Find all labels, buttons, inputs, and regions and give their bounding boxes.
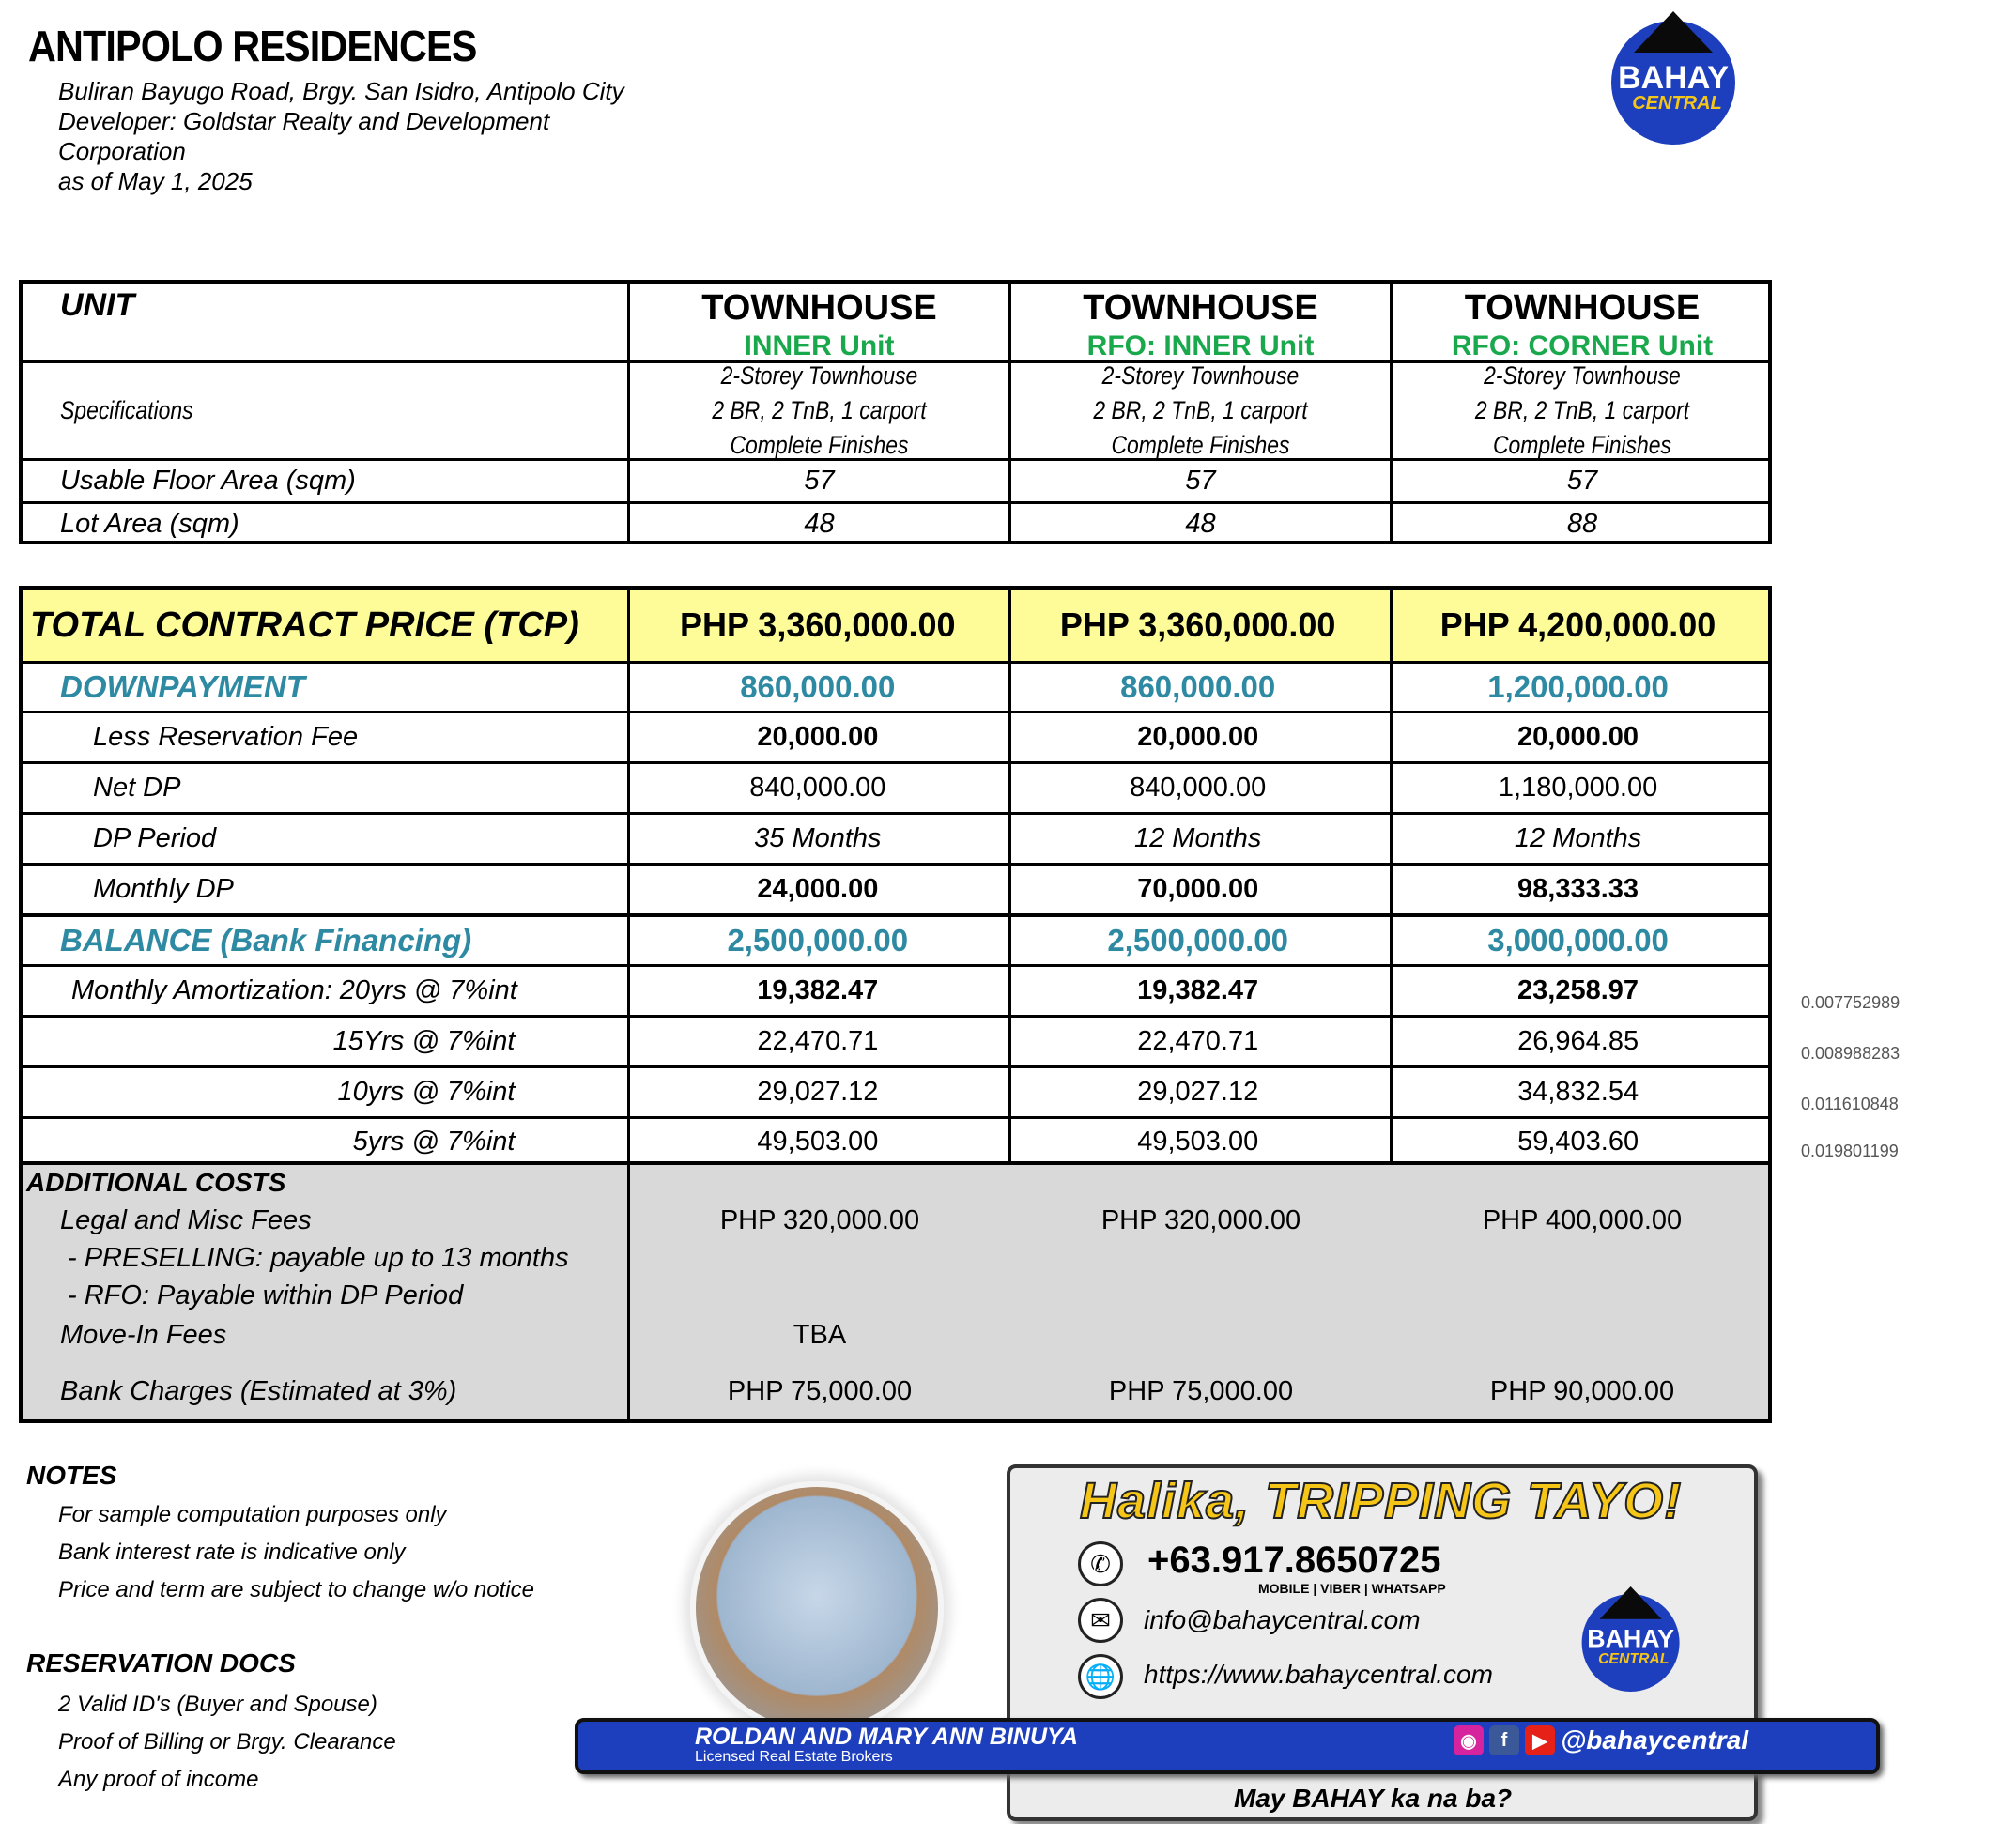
row-value: PHP 3,360,000.00 — [679, 605, 956, 644]
row-value: 1,180,000.00 — [1498, 773, 1658, 803]
phone-icon: ✆ — [1078, 1541, 1123, 1586]
reservation-docs-title: RESERVATION DOCS — [26, 1648, 296, 1678]
spec-line: 2 BR, 2 TnB, 1 carport — [712, 396, 927, 424]
row-value: 34,832.54 — [1517, 1077, 1639, 1107]
spec-cell-1 — [658, 363, 980, 458]
reservation-item: 2 Valid ID's (Buyer and Spouse) — [58, 1692, 377, 1717]
table-row-amort-5 — [23, 1119, 1768, 1164]
additional-costs-section — [23, 1164, 1768, 1419]
notes-title: NOTES — [26, 1461, 117, 1490]
row-value: 26,964.85 — [1517, 1026, 1639, 1056]
row-value: 29,027.12 — [1137, 1077, 1259, 1107]
side-number: 0.008988283 — [1801, 1044, 1901, 1063]
additional-costs-title: ADDITIONAL COSTS — [26, 1168, 286, 1197]
unit-type-2: TOWNHOUSE — [1083, 287, 1318, 328]
bank-charges-1: PHP 75,000.00 — [727, 1376, 913, 1406]
row-value: 2,500,000.00 — [727, 922, 909, 958]
spec-line: 2-Storey Townhouse — [1484, 361, 1681, 390]
spec-line: 2 BR, 2 TnB, 1 carport — [1093, 396, 1308, 424]
row-value: 49,503.00 — [1137, 1126, 1259, 1157]
floor-area-3: 57 — [1566, 466, 1598, 496]
page-title: ANTIPOLO RESIDENCES — [28, 22, 477, 70]
row-value: 70,000.00 — [1137, 874, 1259, 904]
bahay-central-logo-small — [1570, 1583, 1692, 1695]
row-label: BALANCE (Bank Financing) — [60, 922, 472, 958]
table-row-amort-15 — [23, 1018, 1768, 1065]
row-value: 1,200,000.00 — [1487, 669, 1669, 704]
floor-area-label: Usable Floor Area (sqm) — [60, 466, 356, 496]
preselling-note: - PRESELLING: payable up to 13 months — [68, 1243, 569, 1273]
instagram-icon[interactable]: ◉ — [1454, 1725, 1484, 1755]
unit-variant-3: RFO: CORNER Unit — [1451, 330, 1714, 361]
unit-label: UNIT — [60, 287, 135, 323]
developer-line-2: Corporation — [58, 137, 186, 165]
row-label: TOTAL CONTRACT PRICE (TCP) — [30, 605, 579, 645]
card-tagline: May BAHAY ka na ba? — [1234, 1784, 1513, 1813]
legal-fees-1: PHP 320,000.00 — [719, 1205, 920, 1235]
floor-area-2: 57 — [1185, 466, 1216, 496]
lot-area-1: 48 — [804, 509, 835, 539]
table-row-amort-10 — [23, 1068, 1768, 1116]
note-item: For sample computation purposes only — [58, 1502, 447, 1527]
row-value: 29,027.12 — [757, 1077, 879, 1107]
row-value: 12 Months — [1514, 823, 1642, 853]
bank-charges-3: PHP 90,000.00 — [1489, 1376, 1675, 1406]
spec-line: 2-Storey Townhouse — [720, 361, 918, 390]
spec-cell-2 — [1039, 363, 1362, 458]
move-in-fees-value: TBA — [793, 1320, 847, 1350]
logo-text-2: CENTRAL — [1598, 1651, 1670, 1667]
row-label: Monthly Amortization: 20yrs @ 7%int — [71, 975, 517, 1005]
lot-area-3: 88 — [1566, 509, 1598, 539]
logo-text-1: BAHAY — [1618, 60, 1729, 96]
table-row-dp-period — [23, 815, 1768, 863]
row-value: 840,000.00 — [749, 773, 886, 803]
lot-area-2: 48 — [1185, 509, 1216, 539]
spec-line: 2 BR, 2 TnB, 1 carport — [1474, 396, 1690, 424]
row-label: Less Reservation Fee — [93, 722, 359, 752]
row-label: Monthly DP — [93, 874, 234, 904]
row-value: 23,258.97 — [1517, 975, 1639, 1005]
reservation-item: Any proof of income — [58, 1767, 259, 1792]
row-value: 49,503.00 — [757, 1126, 879, 1157]
row-value: 19,382.47 — [1137, 975, 1259, 1005]
spec-cell-3 — [1421, 363, 1743, 458]
globe-icon: 🌐 — [1078, 1654, 1123, 1699]
unit-variant-1: INNER Unit — [744, 330, 895, 361]
note-item: Bank interest rate is indicative only — [58, 1540, 406, 1565]
website-link[interactable]: https://www.bahaycentral.com — [1144, 1660, 1493, 1689]
legal-fees-label: Legal and Misc Fees — [60, 1205, 312, 1235]
row-value: 24,000.00 — [757, 874, 879, 904]
side-number: 0.007752989 — [1801, 993, 1901, 1012]
row-value: 59,403.60 — [1517, 1126, 1639, 1157]
unit-type-1: TOWNHOUSE — [701, 287, 937, 328]
row-value: PHP 3,360,000.00 — [1059, 605, 1336, 644]
broker-role: Licensed Real Estate Brokers — [695, 1749, 893, 1765]
side-number: 0.011610848 — [1801, 1095, 1899, 1113]
row-value: 3,000,000.00 — [1487, 922, 1669, 958]
row-value: 860,000.00 — [740, 669, 896, 704]
spec-line: 2-Storey Townhouse — [1101, 361, 1300, 390]
unit-type-3: TOWNHOUSE — [1464, 287, 1701, 328]
table-row-reservation — [23, 713, 1768, 761]
spec-line: Complete Finishes — [1492, 431, 1672, 459]
broker-name: ROLDAN AND MARY ANN BINUYA — [695, 1724, 1078, 1750]
row-label: 15Yrs @ 7%int — [332, 1026, 516, 1056]
logo-text-2: CENTRAL — [1632, 93, 1722, 114]
table-row-downpayment — [23, 664, 1768, 711]
floor-area-1: 57 — [804, 466, 835, 496]
row-value: 22,470.71 — [1137, 1026, 1259, 1056]
row-value: 2,500,000.00 — [1107, 922, 1289, 958]
unit-table — [19, 280, 1772, 544]
social-handle-group[interactable] — [1454, 1725, 1748, 1755]
row-label: Net DP — [93, 773, 181, 803]
logo-text-1: BAHAY — [1587, 1624, 1674, 1653]
spec-label: Specifications — [60, 396, 193, 424]
row-value: 19,382.47 — [757, 975, 879, 1005]
email-link[interactable]: info@bahaycentral.com — [1144, 1605, 1421, 1634]
youtube-icon[interactable]: ▶ — [1525, 1725, 1555, 1755]
move-in-fees-label: Move-In Fees — [60, 1320, 227, 1350]
table-row-net-dp — [23, 764, 1768, 812]
table-row-tcp — [23, 590, 1768, 661]
price-table — [19, 586, 1772, 1423]
note-item: Price and term are subject to change w/o notice — [58, 1577, 534, 1602]
row-value: PHP 4,200,000.00 — [1439, 605, 1716, 644]
row-value: 20,000.00 — [1137, 722, 1259, 752]
bank-charges-label: Bank Charges (Estimated at 3%) — [60, 1376, 457, 1406]
spec-line: Complete Finishes — [1111, 431, 1290, 459]
row-value: 20,000.00 — [1517, 722, 1639, 752]
social-handle[interactable]: @bahaycentral — [1561, 1725, 1749, 1755]
side-number: 0.019801199 — [1801, 1142, 1899, 1160]
brokers-photo — [690, 1481, 944, 1735]
lot-area-label: Lot Area (sqm) — [60, 509, 239, 539]
row-value: 35 Months — [754, 823, 882, 853]
legal-fees-3: PHP 400,000.00 — [1482, 1205, 1683, 1235]
mail-icon: ✉ — [1078, 1598, 1123, 1643]
as-of-date: as of May 1, 2025 — [58, 167, 253, 195]
facebook-icon[interactable]: f — [1489, 1725, 1519, 1755]
bahay-central-logo — [1596, 8, 1751, 148]
phone-channels: MOBILE | VIBER | WHATSAPP — [1258, 1581, 1446, 1596]
address: Buliran Bayugo Road, Brgy. San Isidro, Antipolo City — [58, 77, 624, 105]
developer-line-1: Developer: Goldstar Realty and Development — [58, 107, 550, 135]
bank-charges-2: PHP 75,000.00 — [1108, 1376, 1294, 1406]
row-value: 20,000.00 — [757, 722, 879, 752]
row-label: 10yrs @ 7%int — [337, 1077, 516, 1107]
rfo-note: - RFO: Payable within DP Period — [68, 1280, 464, 1311]
table-row-balance — [23, 916, 1768, 964]
row-label: 5yrs @ 7%int — [352, 1126, 516, 1157]
row-label: DOWNPAYMENT — [60, 669, 305, 704]
row-value: 840,000.00 — [1130, 773, 1267, 803]
unit-variant-2: RFO: INNER Unit — [1086, 330, 1315, 361]
phone-number[interactable]: +63.917.8650725 — [1147, 1540, 1441, 1581]
row-value: 98,333.33 — [1517, 874, 1639, 904]
row-label: DP Period — [93, 823, 217, 853]
reservation-item: Proof of Billing or Brgy. Clearance — [58, 1729, 396, 1755]
table-row-amort-20 — [23, 967, 1768, 1015]
row-value: 860,000.00 — [1120, 669, 1276, 704]
legal-fees-2: PHP 320,000.00 — [1100, 1205, 1301, 1235]
spec-line: Complete Finishes — [730, 431, 909, 459]
card-headline: Halika, TRIPPING TAYO! — [1080, 1473, 1683, 1529]
table-row-monthly-dp — [23, 866, 1768, 913]
row-value: 12 Months — [1133, 823, 1262, 853]
row-value: 22,470.71 — [757, 1026, 879, 1056]
